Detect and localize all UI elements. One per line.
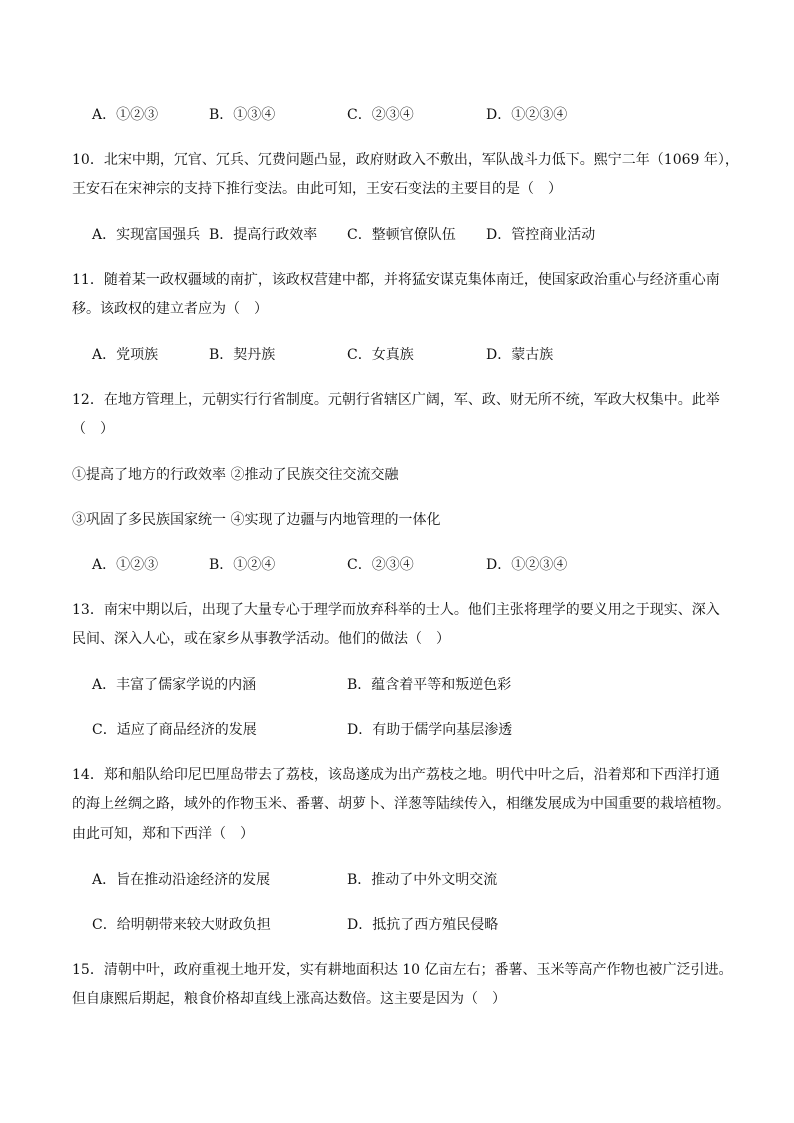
- q13-option-a[interactable]: A．丰富了儒家学说的内涵: [92, 677, 257, 693]
- q15-stem-line1: 15．清朝中叶，政府重视土地开发，实有耕地面积达 10 亿亩左右；番薯、玉米等高产作物也被广泛引进。: [72, 962, 733, 978]
- q12-stem-line2: （ ）: [72, 421, 114, 437]
- q10-option-b[interactable]: B．提高行政效率: [209, 227, 318, 243]
- q9-option-b[interactable]: B．①③④: [209, 107, 276, 123]
- q13-option-d[interactable]: D．有助于儒学向基层渗透: [347, 722, 513, 738]
- q15-stem-line2: 但自康熙后期起，粮食价格却直线上涨高达数倍。这主要是因为（ ）: [72, 991, 506, 1007]
- q10-option-c[interactable]: C．整顿官僚队伍: [347, 227, 456, 243]
- q10-stem-line1: 10．北宋中期，冗官、冗兵、冗费问题凸显，政府财政入不敷出，军队战斗力低下。熙宁二年（1069 年），: [72, 152, 739, 168]
- q10-stem-line2: 王安石在宋神宗的支持下推行变法。由此可知，王安石变法的主要目的是（ ）: [72, 181, 562, 197]
- q12-statement-line1: ①提高了地方的行政效率 ②推动了民族交往交流交融: [72, 467, 399, 483]
- q12-stem-line1: 12．在地方管理上，元朝实行行省制度。元朝行省辖区广阔，军、政、财无所不统，军政大权集中。此举: [72, 392, 720, 408]
- q14-option-b[interactable]: B．推动了中外文明交流: [347, 872, 498, 888]
- q12-option-c[interactable]: C．②③④: [347, 557, 414, 573]
- q11-stem-line1: 11．随着某一政权疆域的南扩，该政权营建中都，并将猛安谋克集体南迁，使国家政治重心与经济重心南: [72, 272, 720, 288]
- q14-option-d[interactable]: D．抵抗了西方殖民侵略: [347, 917, 499, 933]
- q13-stem-line1: 13．南宋中期以后，出现了大量专心于理学而放弃科举的士人。他们主张将理学的要义用之于现实、深入: [72, 602, 720, 618]
- q11-option-d[interactable]: D．蒙古族: [486, 347, 554, 363]
- q14-stem-line2: 的海上丝绸之路，域外的作物玉米、番薯、胡萝卜、洋葱等陆续传入，相继发展成为中国重要的栽培植物。: [72, 796, 730, 812]
- q11-option-a[interactable]: A．党项族: [92, 347, 159, 363]
- q10-option-d[interactable]: D．管控商业活动: [486, 227, 596, 243]
- q9-option-a[interactable]: A．①②③: [92, 107, 159, 123]
- q12-option-b[interactable]: B．①②④: [209, 557, 276, 573]
- q9-option-c[interactable]: C．②③④: [347, 107, 414, 123]
- q13-option-c[interactable]: C．适应了商品经济的发展: [92, 722, 257, 738]
- q13-stem-line2: 民间、深入人心，或在家乡从事教学活动。他们的做法（ ）: [72, 631, 450, 647]
- q12-option-a[interactable]: A．①②③: [92, 557, 159, 573]
- q12-option-d[interactable]: D．①②③④: [486, 557, 568, 573]
- q14-option-a[interactable]: A．旨在推动沿途经济的发展: [92, 872, 271, 888]
- q11-stem-line2: 移。该政权的建立者应为（ ）: [72, 301, 268, 317]
- q14-stem-line3: 由此可知，郑和下西洋（ ）: [72, 826, 254, 842]
- q14-stem-line1: 14．郑和船队给印尼巴厘岛带去了荔枝，该岛遂成为出产荔枝之地。明代中叶之后，沿着郑和下西洋打通: [72, 767, 720, 783]
- q14-option-c[interactable]: C．给明朝带来较大财政负担: [92, 917, 271, 933]
- q11-option-c[interactable]: C．女真族: [347, 347, 414, 363]
- q13-option-b[interactable]: B．蕴含着平等和叛逆色彩: [347, 677, 512, 693]
- q11-option-b[interactable]: B．契丹族: [209, 347, 276, 363]
- q10-option-a[interactable]: A．实现富国强兵: [92, 227, 201, 243]
- q12-statement-line2: ③巩固了多民族国家统一 ④实现了边疆与内地管理的一体化: [72, 512, 441, 528]
- q9-option-d[interactable]: D．①②③④: [486, 107, 568, 123]
